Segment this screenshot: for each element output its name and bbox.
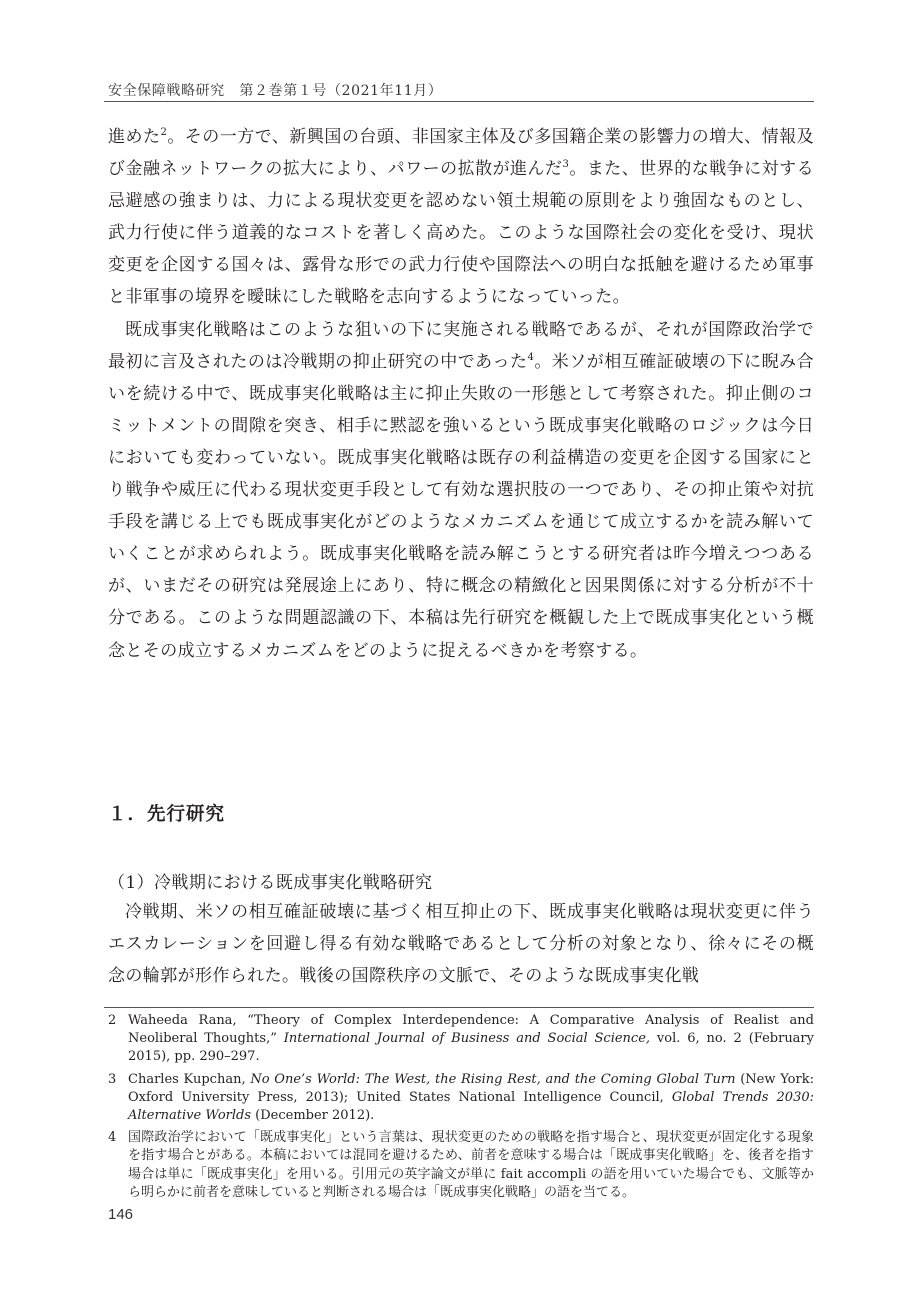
section-heading: １．先行研究 <box>108 804 226 825</box>
paragraph-1-text-c: 。また、世界的な戦争に対する忌避感の強まりは、力による現状変更を認めない領土規範の原則をより強固なものとし、武力行使に伴う道義的なコストを著しく高めた。このような国際社会の変化を受け、現状変更を企図する国々は、露骨な形での武力行使や国際法への明白な抵触を避けるため軍事と非軍事の境界を曖昧にした戦略を志向するようになっていった。 <box>108 159 814 308</box>
paragraph-2-text-b: 。米ソが相互確証破壊の下に睨み合いを続ける中で、既成事実化戦略は主に抑止失敗の一形態として考察された。抑止側のコミットメントの間隙を突き、相手に黙認を強いるという既成事実化戦略のロジックは今日においても変わっていない。既成事実化戦略は既存の利益構造の変更を企図する国家にとり戦争や威圧に代わる現状変更手段として有効な選択肢の一つであり、その抑止策や対抗手段を講じる上でも既成事実化がどのようなメカニズムを通じて成立するかを読み解いていくことが求められよう。既成事実化戦略を読み解こうとする研究者は昨今増えつつあるが、いまだその研究は発展途上にあり、特に概念の精緻化と因果関係に対する分析が不十分である。このような問題認識の下、本稿は先行研究を概観した上で既成事実化という概念とその成立するメカニズムをどのように捉えるべきかを考察する。 <box>108 351 814 661</box>
footnote-title-italic: No One’s World: The West, the Rising Rest, and the Coming Global Turn <box>250 1071 736 1087</box>
footnote-2 <box>108 1012 814 1067</box>
paragraph-1-text-b: 。その一方で、新興国の台頭、非国家主体及び多国籍企業の影響力の増大、情報及び金融ネットワークの拡大により、パワーの拡散が進んだ <box>108 127 814 180</box>
paragraph-2-text-a: 既成事実化戦略はこのような狙いの下に実施される戦略であるが、それが国際政治学で最初に言及されたのは冷戦期の抑止研究の中であった <box>108 319 814 372</box>
footnote-text-part: vol. 6, no. 2 (February 2015), pp. 290–297. <box>128 1031 814 1065</box>
footnote-title-italic: International Journal of Business and Social Science, <box>283 1031 651 1047</box>
footnote-ref-4[interactable]: 4 <box>527 351 535 363</box>
footnote-4 <box>108 1129 814 1202</box>
footnote-text: 国際政治学において「既成事実化」という言葉は、現状変更のための戦略を指す場合と、現状変更が固定化する現象を指す場合とがある。本稿においては混同を避けるため、前者を意味する場合は「既成事実化戦略」を、後者を指す場合は単に「既成事実化」を用いる。引用元の英字論文が単に fait accompli の語を用いていた場合でも、文脈等から明らかに前者を意味していると判断される場合は「既成事実化戦略」の語を当てる。 <box>128 1130 814 1200</box>
paragraph-1 <box>108 121 814 314</box>
footnote-text-part: (New York: Oxford University Press, 2013); United States National Intelligence Council, <box>128 1071 814 1105</box>
footnote-number: 3 <box>108 1071 117 1087</box>
running-header: 安全保障戦略研究 第２巻第１号（2021年11月） <box>108 83 443 99</box>
page-number: 146 <box>108 1206 134 1223</box>
footnote-text-part: (December 2012). <box>251 1108 375 1124</box>
footnote-title-italic: Global Trends 2030: Alternative Worlds <box>128 1089 814 1124</box>
footnote-text-part: Charles Kupchan, <box>128 1071 251 1087</box>
footnote-ref-3[interactable]: 3 <box>562 159 570 171</box>
subsection-paragraph: 冷戦期、米ソの相互確証破壊に基づく相互抑止の下、既成事実化戦略は現状変更に伴うエスカレーションを回避し得る有効な戦略であるとして分析の対象となり、徐々にその概念の輪郭が形作られた。戦後の国際秩序の文脈で、そのような既成事実化戦 <box>108 902 814 987</box>
paragraph-2 <box>108 314 814 667</box>
footnote-text <box>128 1012 814 1067</box>
footnote-number: 4 <box>108 1130 117 1146</box>
footnote-rule <box>104 1007 814 1008</box>
paragraph-1-text-a: 進めた <box>108 127 161 147</box>
body-text <box>108 121 814 667</box>
footnote-text <box>128 1071 814 1126</box>
header-rule <box>104 101 814 102</box>
footnote-number: 2 <box>108 1013 117 1028</box>
footnote-text-part: Waheeda Rana, “Theory of Complex Interdependence: A Comparative Analysis of Realist and Neoliberal Thoughts,” <box>128 1013 814 1047</box>
footnote-ref-2[interactable]: 2 <box>160 127 168 138</box>
footnote-3 <box>108 1071 814 1126</box>
footnotes <box>108 1012 814 1206</box>
subsection-heading: （1）冷戦期における既成事実化戦略研究 <box>108 873 433 893</box>
